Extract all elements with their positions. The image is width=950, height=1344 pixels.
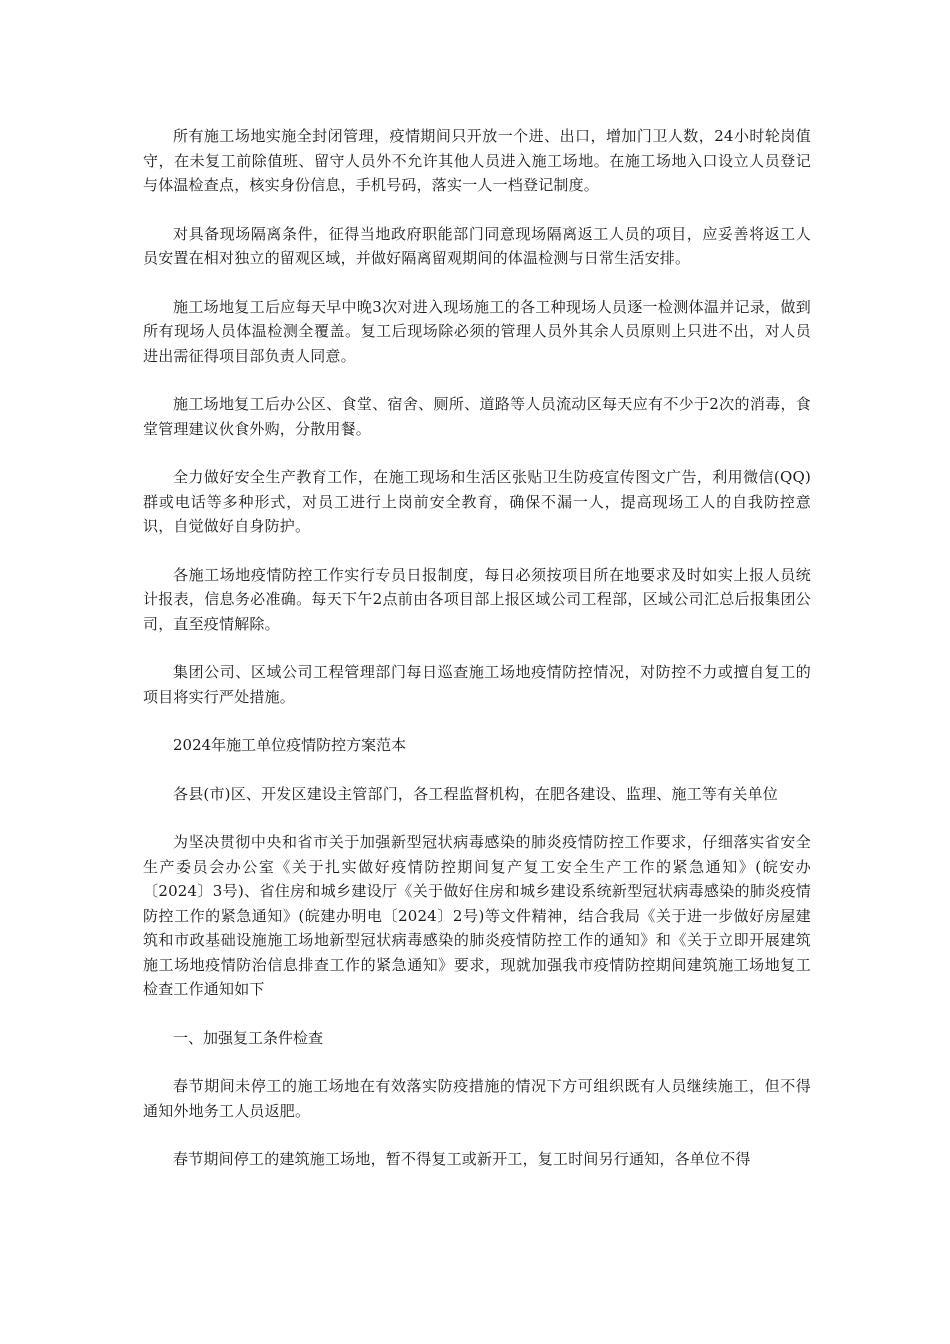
paragraph-temperature-check: 施工场地复工后应每天早中晚3次对进入现场施工的各工种现场人员逐一检测体温并记录，做到所有现场人员体温检测全覆盖。复工后现场除必须的管理人员外其余人员原则上只进不出，对人员进出需征得项目部负责人同意。	[143, 297, 811, 365]
paragraph-isolation: 对具备现场隔离条件，征得当地政府职能部门同意现场隔离返工人员的项目，应妥善将返工人员安置在相对独立的留观区域，并做好隔离留观期间的体温检测与日常生活安排。	[143, 224, 811, 267]
paragraph-inspection: 集团公司、区域公司工程管理部门每日巡查施工场地疫情防控情况，对防控不力或擅自复工的项目将实行严处措施。	[143, 663, 811, 706]
paragraph-safety-education: 全力做好安全生产教育工作，在施工现场和生活区张贴卫生防疫宣传图文广告，利用微信(QQ)群或电话等多种形式，对员工进行上岗前安全教育，确保不漏一人，提高现场工人的自我防控意识，自觉做好自身防护。	[143, 468, 811, 535]
paragraph-addressees: 各县(市)区、开发区建设主管部门，各工程监督机构，在肥各建设、监理、施工等有关单位	[173, 784, 778, 803]
paragraph-stopped-sites: 春节期间停工的建筑施工场地，暂不得复工或新开工，复工时间另行通知，各单位不得	[173, 1150, 751, 1168]
paragraph-notice-intro: 为坚决贯彻中央和省市关于加强新型冠状病毒感染的肺炎疫情防控工作要求，仔细落实省安全生产委员会办公室《关于扎实做好疫情防控期间复产复工安全生产工作的紧急通知》(皖安办〔2024〕3号)、省住房和城乡建设厅《关于做好住房和城乡建设系统新型冠状病毒感染的肺炎疫情防控工作的紧急通知》(皖建办明电〔2024〕2号)等文件精神，结合我局《关于进一步做好房屋建筑和市政基础设施施工场地新型冠状病毒感染的肺炎疫情防控工作的通知》和《关于立即开展建筑施工场地疫情防治信息排查工作的紧急通知》要求，现就加强我市疫情防控期间建筑施工场地复工检查工作通知如下	[143, 833, 811, 998]
document-body	[143, 124, 811, 1196]
paragraph-continue-construction: 春节期间未停工的施工场地在有效落实防疫措施的情况下方可组织既有人员继续施工，但不得通知外地务工人员返肥。	[143, 1077, 811, 1120]
paragraph-disinfection: 施工场地复工后办公区、食堂、宿舍、厕所、道路等人员流动区每天应有不少于2次的消毒，食堂管理建议伙食外购，分散用餐。	[143, 395, 811, 438]
paragraph-daily-report: 各施工场地疫情防控工作实行专员日报制度，每日必须按项目所在地要求及时如实上报人员统计报表，信息务必准确。每天下午2点前由各项目部上报区域公司工程部，区域公司汇总后报集团公司，直至疫情解除。	[143, 565, 811, 633]
section-title: 2024年施工单位疫情防控方案范本	[173, 736, 407, 754]
paragraph-site-closure: 所有施工场地实施全封闭管理，疫情期间只开放一个进、出口，增加门卫人数，24小时轮岗值守，在未复工前除值班、留守人员外不允许其他人员进入施工场地。在施工场地入口设立人员登记与体温检查点，核实身份信息，手机号码，落实一人一档登记制度。	[143, 127, 811, 194]
subsection-title: 一、加强复工条件检查	[173, 1028, 324, 1047]
